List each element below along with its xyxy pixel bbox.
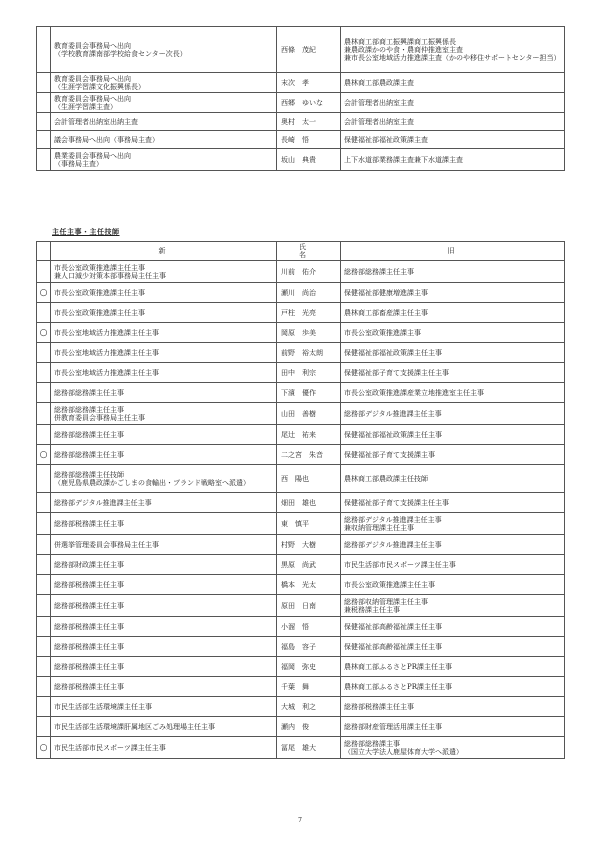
new-position: 市民生活部生活環境課肝属地区ごみ処理場主任主事	[51, 717, 277, 737]
person-name: 尾辻 祐来	[277, 425, 341, 445]
old-position: 保健福祉部福祉政策課主任主事	[341, 425, 565, 445]
row-mark	[37, 617, 51, 637]
person-name: 橋本 光太	[277, 575, 341, 595]
person-name: 田中 利宗	[277, 363, 341, 383]
row-mark	[37, 131, 51, 149]
new-position: 教育委員会事務局へ出向 （学校教育課南部学校給食センター次長）	[51, 27, 277, 73]
person-name: 千葉 舞	[277, 677, 341, 697]
old-position: 市長公室政策推進課産業立地推進室主任主事	[341, 383, 565, 403]
new-position: 総務部総務課主任技師 （鹿児島県農政課かごしまの食輸出・ブランド戦略室へ派遣）	[51, 465, 277, 493]
table-row	[37, 737, 565, 759]
person-name: 西 陽也	[277, 465, 341, 493]
table-row	[37, 149, 565, 171]
old-position: 保健福祉部健康増進課主事	[341, 283, 565, 303]
table-row	[37, 617, 565, 637]
person-name: 小溜 悟	[277, 617, 341, 637]
table-row	[37, 343, 565, 363]
person-name: 村野 大樹	[277, 535, 341, 555]
old-position: 保健福祉部子育て支援課主事	[341, 445, 565, 465]
row-mark	[37, 363, 51, 383]
table-row	[37, 445, 565, 465]
person-name: 瀬内 俊	[277, 717, 341, 737]
old-position: 総務部デジタル推進課主任主事	[341, 403, 565, 425]
row-mark	[37, 697, 51, 717]
table-row	[37, 363, 565, 383]
old-position: 農林商工部農政課主任技師	[341, 465, 565, 493]
row-mark	[37, 113, 51, 131]
person-name: 坂山 典貴	[277, 149, 341, 171]
row-mark: ○	[37, 737, 51, 759]
new-position: 市民生活部生活環境課主任主事	[51, 697, 277, 717]
table-row	[37, 323, 565, 343]
old-position: 保健福祉部福祉政策課主査	[341, 131, 565, 149]
new-position: 総務部税務課主任主事	[51, 637, 277, 657]
old-position: 保健福祉部子育て支援課主任主事	[341, 363, 565, 383]
table-row	[37, 575, 565, 595]
transfer-table-senior-staff	[36, 241, 565, 759]
old-position: 農林商工部ふるさとPR課主任主事	[341, 677, 565, 697]
old-position: 総務部デジタル推進課主任主事 兼収納管理課主任主事	[341, 513, 565, 535]
table-row	[37, 425, 565, 445]
new-position: 総務部総務課主任主事 併教育委員会事務局主任主事	[51, 403, 277, 425]
row-mark	[37, 73, 51, 93]
new-position: 市長公室地域活力推進課主任主事	[51, 363, 277, 383]
person-name: 長崎 悟	[277, 131, 341, 149]
row-mark	[37, 657, 51, 677]
person-name: 戸柱 光亮	[277, 303, 341, 323]
new-position: 教育委員会事務局へ出向 （生涯学習課文化振興係長）	[51, 73, 277, 93]
row-mark	[37, 149, 51, 171]
row-mark	[37, 403, 51, 425]
new-position: 総務部税務課主任主事	[51, 575, 277, 595]
person-name: 冨尾 雄大	[277, 737, 341, 759]
old-position: 農林商工部農政課主査	[341, 73, 565, 93]
table-row	[37, 535, 565, 555]
person-name: 原田 日南	[277, 595, 341, 617]
row-mark: ○	[37, 283, 51, 303]
new-position: 総務部総務課主任主事	[51, 425, 277, 445]
table-row	[37, 27, 565, 73]
table-row	[37, 113, 565, 131]
old-position: 農林商工部商工振興課商工振興係長 兼農政課かのや食・農商仲推進室主査 兼市長公室地域活力推進課主査（かのや移住サポートセンター担当）	[341, 27, 565, 73]
old-position: 保健福祉部福祉政策課主任主事	[341, 343, 565, 363]
table-row	[37, 637, 565, 657]
old-position: 総務部デジタル推進課主任主事	[341, 535, 565, 555]
header-new: 新	[51, 242, 277, 261]
row-mark	[37, 465, 51, 493]
page-number: 7	[298, 817, 302, 824]
row-mark	[37, 27, 51, 73]
row-mark	[37, 493, 51, 513]
table-row	[37, 493, 565, 513]
table-row	[37, 303, 565, 323]
old-position: 総務部総務課主事 （国立大学法人鹿屋体育大学へ派遣）	[341, 737, 565, 759]
new-position: 市長公室政策推進課主任主事 兼人口減少対策本部事務局主任主事	[51, 261, 277, 283]
table-row	[37, 677, 565, 697]
old-position: 会計管理者出納室主査	[341, 93, 565, 113]
person-name: 福岡 弥史	[277, 657, 341, 677]
table-row	[37, 73, 565, 93]
new-position: 市民生活部市民スポーツ課主任主事	[51, 737, 277, 759]
old-position: 総務部収納管理課主任主事 兼税務課主任主事	[341, 595, 565, 617]
old-position: 農林商工部畜産課主任主事	[341, 303, 565, 323]
new-position: 市長公室政策推進課主任主事	[51, 303, 277, 323]
person-name: 二之宮 朱音	[277, 445, 341, 465]
new-position: 市長公室地域活力推進課主任主事	[51, 343, 277, 363]
old-position: 総務部総務課主任主事	[341, 261, 565, 283]
person-name: 大城 利之	[277, 697, 341, 717]
transfer-table-top	[36, 26, 565, 171]
table-row	[37, 697, 565, 717]
person-name: 東 慎平	[277, 513, 341, 535]
new-position: 総務部総務課主任主事	[51, 383, 277, 403]
row-mark: ○	[37, 445, 51, 465]
person-name: 西條 茂紀	[277, 27, 341, 73]
new-position: 併選挙管理委員会事務局主任主事	[51, 535, 277, 555]
table-row	[37, 131, 565, 149]
row-mark	[37, 677, 51, 697]
new-position: 議会事務局へ出向（事務局主査）	[51, 131, 277, 149]
row-mark	[37, 637, 51, 657]
person-name: 下濱 優作	[277, 383, 341, 403]
table-row	[37, 657, 565, 677]
person-name: 畑田 雄也	[277, 493, 341, 513]
new-position: 総務部税務課主任主事	[51, 617, 277, 637]
person-name: 前野 裕太朗	[277, 343, 341, 363]
new-position: 総務部総務課主任主事	[51, 445, 277, 465]
old-position: 市長公室政策推進課主事	[341, 323, 565, 343]
person-name: 末次 孝	[277, 73, 341, 93]
table-header-row	[37, 242, 565, 261]
person-name: 黒原 尚武	[277, 555, 341, 575]
new-position: 市長公室地域活力推進課主任主事	[51, 323, 277, 343]
row-mark: ○	[37, 323, 51, 343]
table-row	[37, 595, 565, 617]
row-mark	[37, 93, 51, 113]
row-mark	[37, 303, 51, 323]
old-position: 上下水道部業務課主査兼下水道課主査	[341, 149, 565, 171]
table-row	[37, 403, 565, 425]
new-position: 総務部税務課主任主事	[51, 595, 277, 617]
section-title: 主任主事・主任技師	[52, 227, 120, 236]
new-position: 会計管理者出納室出納主査	[51, 113, 277, 131]
row-mark	[37, 535, 51, 555]
old-position: 総務部財産管理活用課主任主事	[341, 717, 565, 737]
row-mark	[37, 595, 51, 617]
table-row	[37, 383, 565, 403]
row-mark	[37, 261, 51, 283]
table-row	[37, 465, 565, 493]
old-position: 保健福祉部高齢福祉課主任主事	[341, 617, 565, 637]
table-row	[37, 283, 565, 303]
old-position: 総務部税務課主任主事	[341, 697, 565, 717]
row-mark	[37, 513, 51, 535]
table-row	[37, 261, 565, 283]
old-position: 農林商工部ふるさとPR課主任主事	[341, 657, 565, 677]
old-position: 会計管理者出納室主査	[341, 113, 565, 131]
row-mark	[37, 555, 51, 575]
row-mark	[37, 717, 51, 737]
table-row	[37, 717, 565, 737]
person-name: 瀬川 尚治	[277, 283, 341, 303]
person-name: 川前 佑介	[277, 261, 341, 283]
new-position: 総務部デジタル推進課主任主事	[51, 493, 277, 513]
person-name: 山田 善樹	[277, 403, 341, 425]
new-position: 総務部税務課主任主事	[51, 657, 277, 677]
new-position: 市長公室政策推進課主任主事	[51, 283, 277, 303]
person-name: 西郷 ゆいな	[277, 93, 341, 113]
new-position: 総務部財政課主任主事	[51, 555, 277, 575]
old-position: 市長公室政策推進課主任主事	[341, 575, 565, 595]
row-mark	[37, 343, 51, 363]
row-mark	[37, 383, 51, 403]
header-mark	[37, 242, 51, 261]
person-name: 岡原 歩美	[277, 323, 341, 343]
new-position: 教育委員会事務局へ出向 （生涯学習課主査）	[51, 93, 277, 113]
person-name: 福島 容子	[277, 637, 341, 657]
old-position: 保健福祉部高齢福祉課主任主事	[341, 637, 565, 657]
table-row	[37, 93, 565, 113]
row-mark	[37, 425, 51, 445]
row-mark	[37, 575, 51, 595]
old-position: 保健福祉部子育て支援課主任主事	[341, 493, 565, 513]
new-position: 農業委員会事務局へ出向 （事務局主査）	[51, 149, 277, 171]
new-position: 総務部税務課主任主事	[51, 677, 277, 697]
table-row	[37, 555, 565, 575]
old-position: 市民生活部市民スポーツ課主任主事	[341, 555, 565, 575]
new-position: 総務部税務課主任主事	[51, 513, 277, 535]
header-old: 旧	[341, 242, 565, 261]
header-name: 氏 名	[277, 242, 341, 261]
person-name: 奥村 太一	[277, 113, 341, 131]
table-row	[37, 513, 565, 535]
